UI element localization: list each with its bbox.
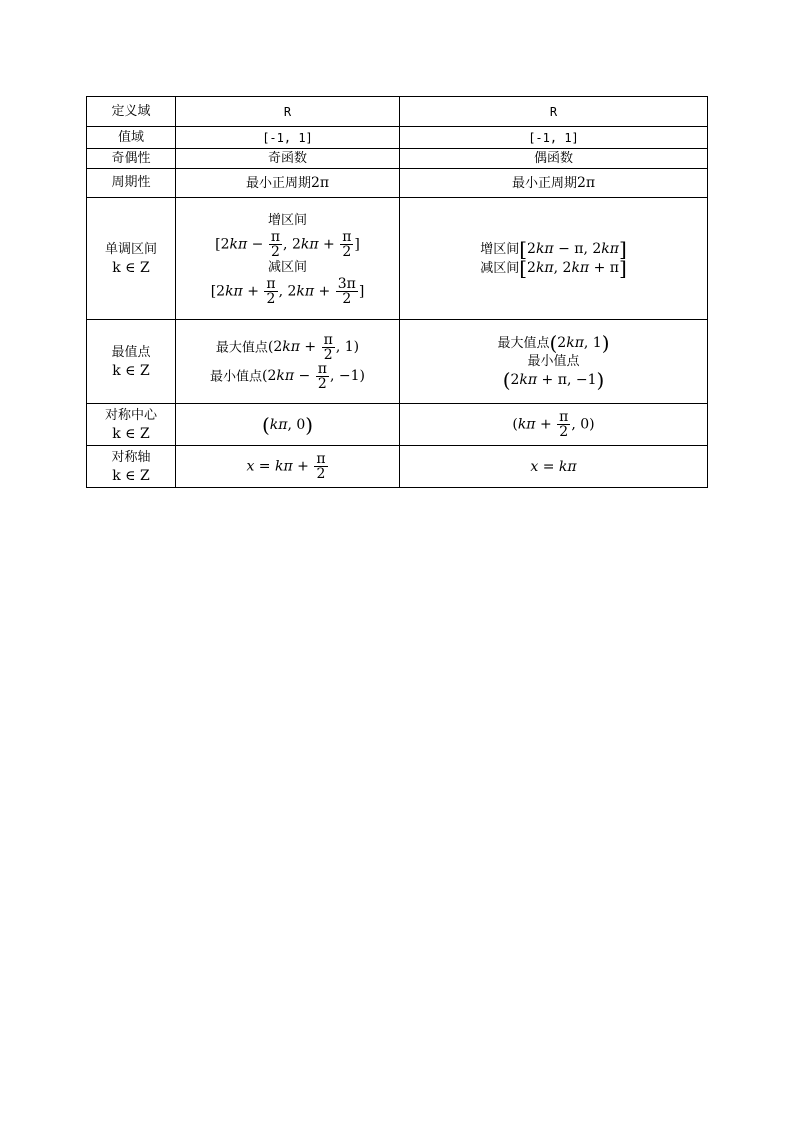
row-label: 对称中心	[104, 407, 157, 423]
row-label: 对称轴	[111, 449, 151, 465]
row-center	[87, 404, 708, 446]
period-text: 最小正周期	[511, 175, 577, 191]
row-range	[87, 127, 708, 149]
decrease-label: 减区间	[267, 259, 307, 275]
row-axis	[87, 446, 708, 488]
row-label: 奇偶性	[87, 149, 176, 169]
cos-axis: x = kπ	[400, 446, 708, 488]
sin-axis: x = kπ + $\frac{\pi}{2}$	[176, 446, 400, 488]
cos-range: [-1, 1]	[400, 127, 708, 149]
cos-decrease-line: 减区间[2kπ, 2kπ + π]	[480, 255, 627, 280]
sin-extrema	[176, 320, 400, 404]
sin-increase-interval: [2kπ − $\frac{\pi}{2}$ , 2kπ + $\frac{\pi}{2}$ ]	[215, 228, 360, 260]
cos-increase-line: 增区间[2kπ − π, 2kπ]	[480, 236, 627, 261]
row-extrema	[87, 320, 708, 404]
cos-monotone	[400, 198, 708, 320]
row-label-cell	[87, 320, 176, 404]
period-value: 2π	[310, 174, 330, 191]
trig-properties-table	[86, 96, 708, 488]
sin-monotone	[176, 198, 400, 320]
sin-domain: R	[176, 97, 400, 127]
sin-parity: 奇函数	[176, 149, 400, 169]
cos-center: (kπ + $\frac{\pi}{2}$ , 0)	[400, 404, 708, 446]
cos-period	[400, 169, 708, 198]
sin-max-point: 最大值点(2kπ + $\frac{\pi}{2}$ , 1)	[215, 331, 360, 363]
cos-domain: R	[400, 97, 708, 127]
row-label: 定义域	[87, 97, 176, 127]
cos-min-point: (2kπ + π, −1)	[502, 368, 605, 392]
sin-range: [-1, 1]	[176, 127, 400, 149]
row-label: 单调区间	[104, 241, 157, 257]
sin-center: (kπ, 0)	[176, 404, 400, 446]
period-value: 2π	[576, 174, 596, 191]
row-label-cell	[87, 198, 176, 320]
cos-parity: 偶函数	[400, 149, 708, 169]
row-label: 最值点	[111, 344, 151, 360]
cos-min-label: 最小值点	[527, 354, 580, 369]
row-label: 周期性	[87, 169, 176, 198]
row-label-cell	[87, 404, 176, 446]
row-label: 值域	[87, 127, 176, 149]
row-period	[87, 169, 708, 198]
row-parity	[87, 149, 708, 169]
row-label-cell	[87, 446, 176, 488]
cos-max-point: 最大值点(2kπ, 1)	[497, 331, 610, 355]
k-condition: k ∈ Z	[112, 362, 150, 379]
row-monotone	[87, 198, 708, 320]
increase-label: 增区间	[267, 212, 307, 228]
cos-extrema	[400, 320, 708, 404]
k-condition: k ∈ Z	[112, 467, 150, 484]
period-text: 最小正周期	[245, 175, 311, 191]
sin-min-point: 最小值点(2kπ − $\frac{\pi}{2}$ , −1)	[210, 360, 365, 392]
k-condition: k ∈ Z	[112, 425, 150, 442]
row-domain	[87, 97, 708, 127]
sin-decrease-interval: [2kπ + $\frac{\pi}{2}$ , 2kπ + $\frac{3\pi}{2}$ ]	[210, 275, 365, 307]
sin-period	[176, 169, 400, 198]
k-condition: k ∈ Z	[112, 259, 150, 276]
